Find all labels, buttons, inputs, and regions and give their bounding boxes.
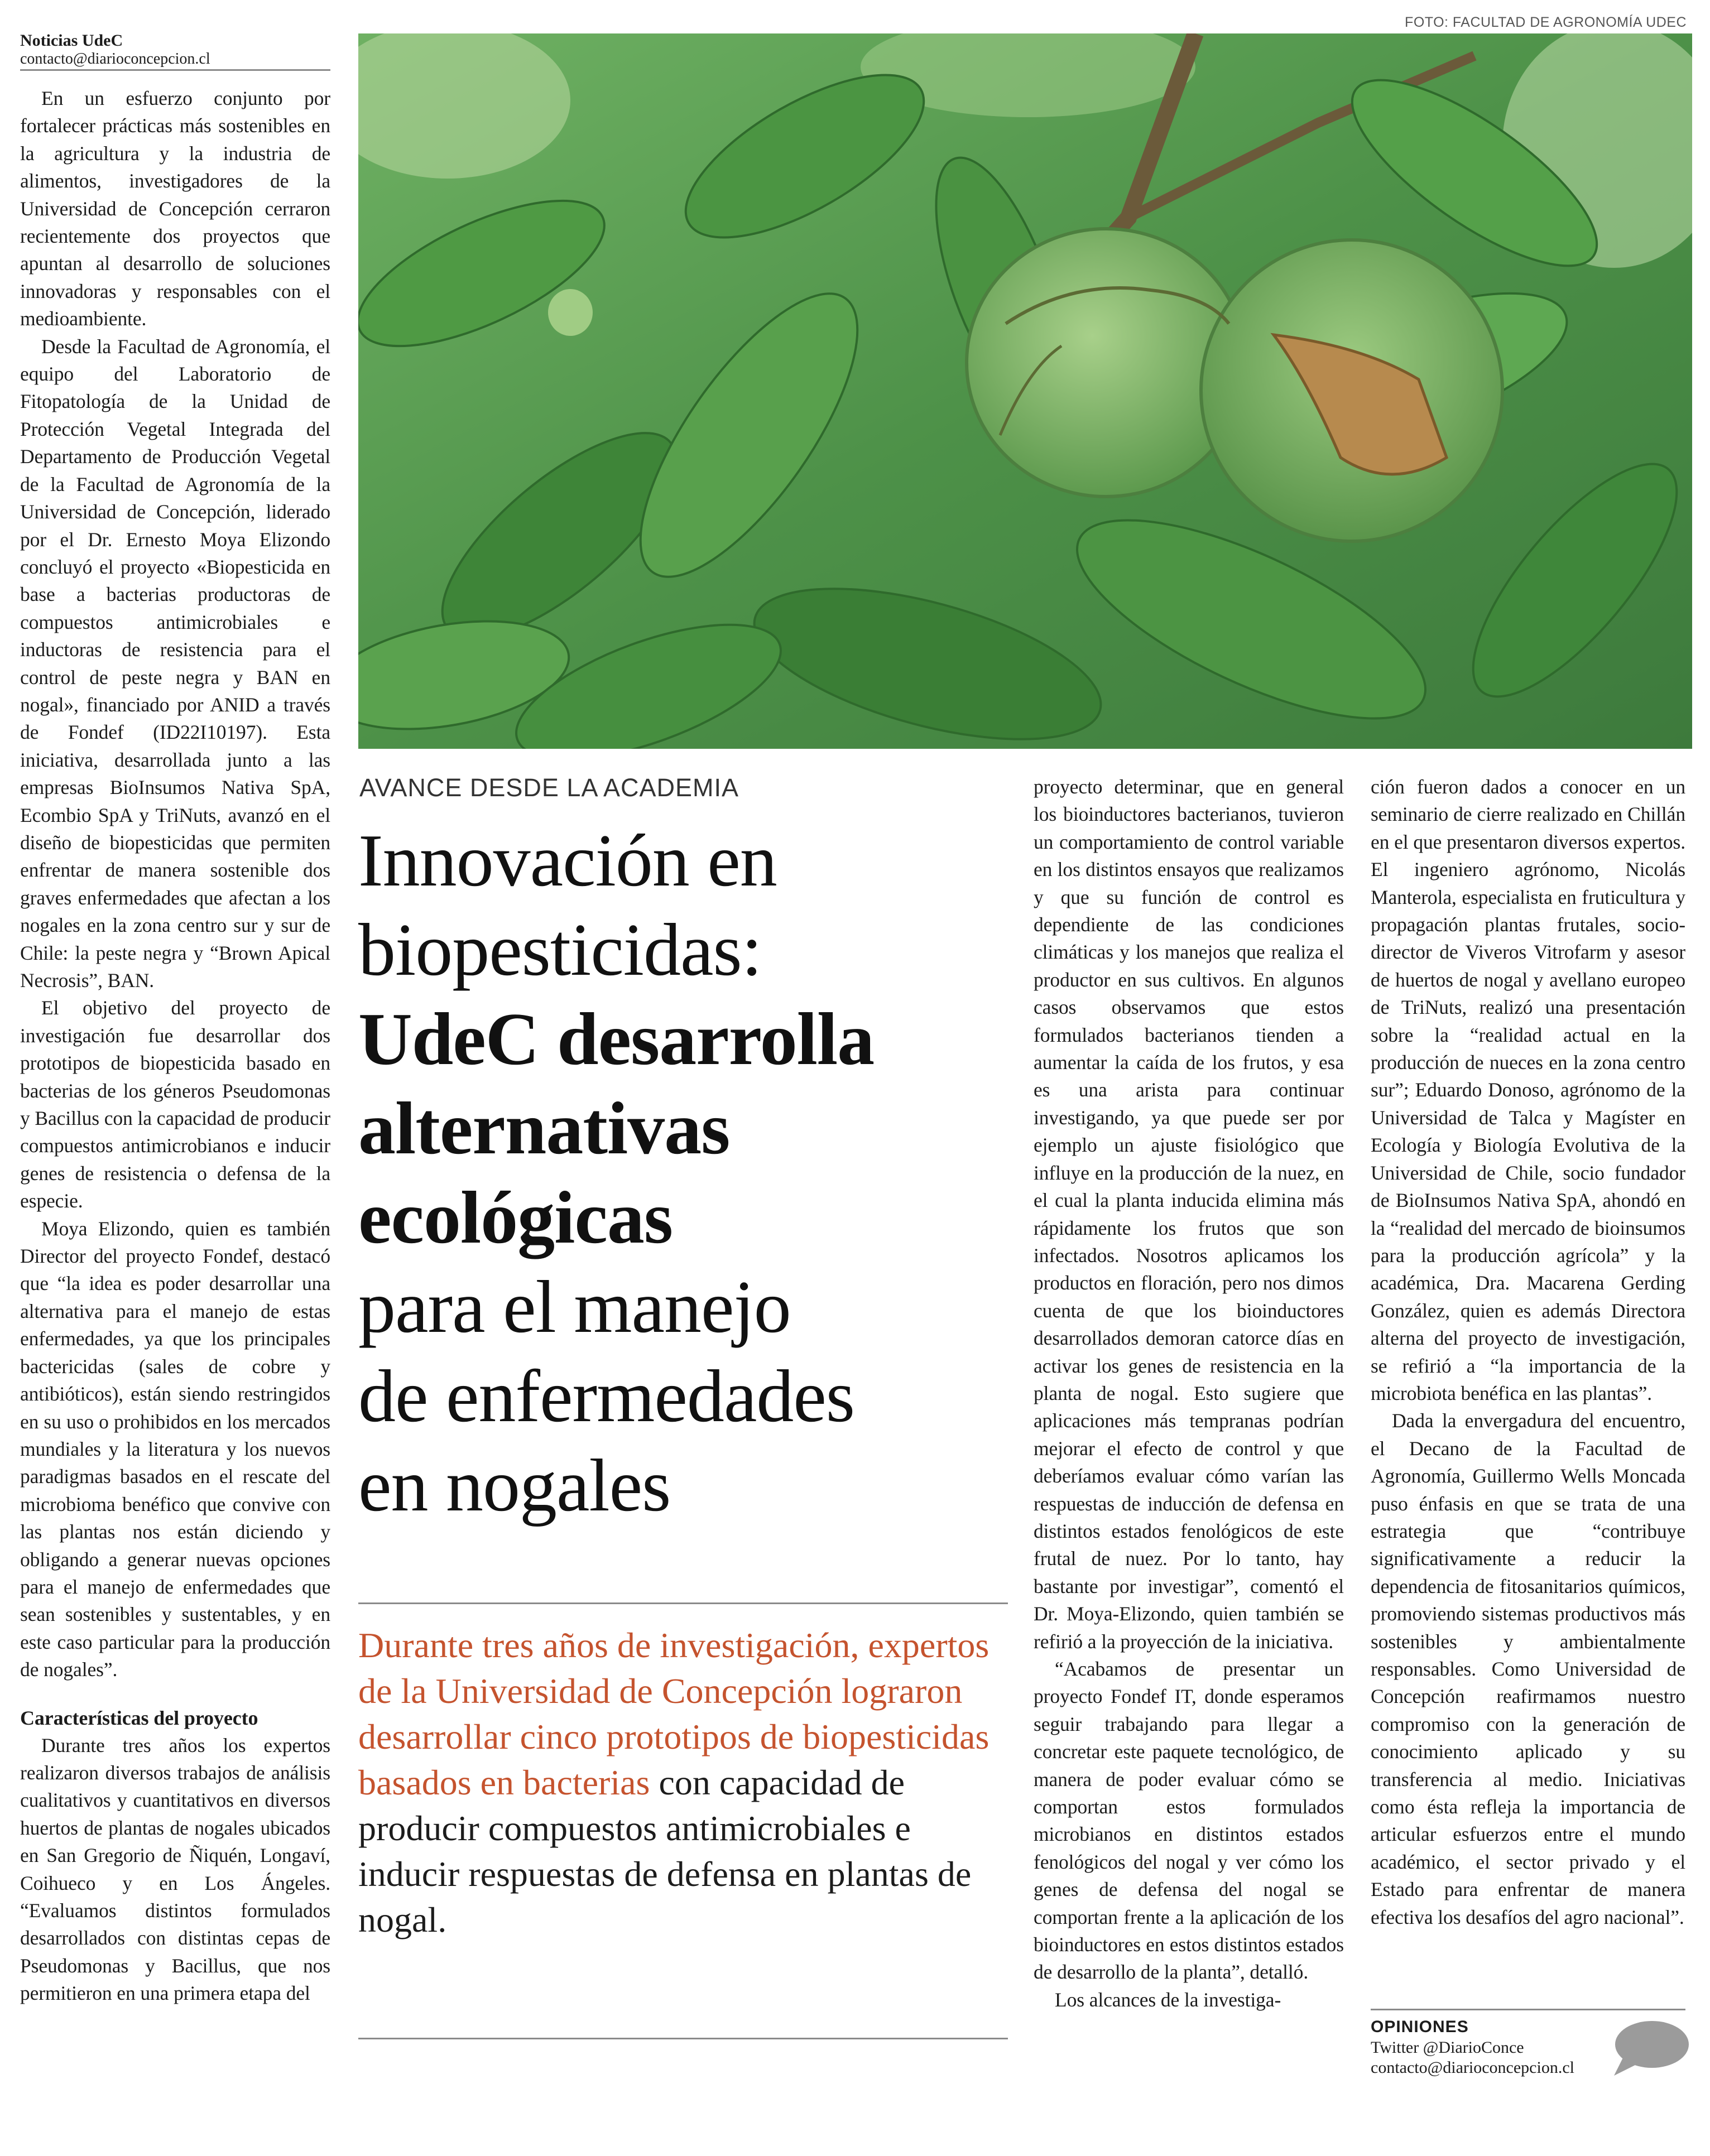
- headline-line: Innovación en: [358, 819, 777, 902]
- headline-line: de enfermedades: [358, 1355, 854, 1437]
- opinions-title: OPINIONES: [1371, 2018, 1469, 2036]
- deck-divider-top: [358, 1602, 1008, 1604]
- paragraph: El objetivo del proyecto de investigación fue desarrollar dos prototipos de biopesticida basado en bacterias de los géneros Pseudomonas y Bacillus con la capacidad de producir compuestos antimicrobianos e inducir genes de resistencia o defensa de la especie.: [20, 997, 330, 1212]
- deck-text: con capacidad de producir compuestos antimicrobiales e inducir respuestas de defensa en plantas de nogal.: [358, 1763, 972, 1940]
- headline-line: alternativas: [358, 1087, 730, 1170]
- paragraph: Dada la envergadura del encuentro, el Decano de la Facultad de Agronomía, Guillermo Wells Moncada puso énfasis en que se trata de una estrategia que “contribuye significativamente a reducir la dependencia de fitosanitarios químicos, promoviendo sistemas productivos más sostenibles y ambientalmente responsables. Como Universidad de Concepción reafirmamos nuestro compromiso con la generación de conocimiento aplicado y su transferencia al medio. Iniciativas como ésta refleja la importancia de articular esfuerzos entre el mundo académico, el sector privado y el Estado para enfrentar de manera efectiva los desafíos del agro nacional”.: [1371, 1409, 1685, 1928]
- paragraph: ción fueron dados a conocer en un seminario de cierre realizado en Chillán en el que presentaron diversos expertos. El ingeniero agrónomo, Nicolás Manterola, especialista en fruticultura y propagación plantas frutales, socio-director de Viveros Vitrofarm y asesor de huertos de nogal y avellano europeo de TriNuts, realizó una presentación sobre la “realidad actual en la producción de nueces en la zona centro sur”; Eduardo Donoso, agrónomo de la Universidad de Talca y Magíster en Ecología y Biología Evolutiva de la Universidad de Chile, socio fundador de BioInsumos Nativa SpA, ahondó en la “realidad del mercado de bioinsumos para la producción agrícola” y la académica, Dra. Macarena Gerding González, quien es además Directora alterna del proyecto de investigación, se refirió a “la importancia de la microbiota benéfica en las plantas”.: [1371, 776, 1685, 1404]
- kicker: AVANCE DESDE LA ACADEMIA: [359, 773, 739, 802]
- opinions-email[interactable]: contacto@diarioconcepcion.cl: [1371, 2058, 1574, 2077]
- article-column-1: [20, 85, 330, 2149]
- deck-summary: [358, 1623, 1008, 1943]
- article-column-4: [1371, 773, 1685, 2034]
- speech-bubble-icon: [1612, 2019, 1690, 2078]
- photo-credit: FOTO: FACULTAD DE AGRONOMÍA UDEC: [1405, 15, 1687, 30]
- walnut-photo-illustration: [358, 33, 1692, 749]
- article-column-3: [1034, 773, 1344, 2152]
- paragraph: En un esfuerzo conjunto por fortalecer prácticas más sostenibles en la agricultura y la industria de alimentos, investigadores de la Universidad de Concepción cerraron recientemente dos proyectos que apuntan al desarrollo de soluciones innovadoras y responsables con el medioambiente.: [20, 87, 330, 330]
- section-subheading: Características del proyecto: [20, 1706, 258, 1729]
- paragraph: Durante tres años los expertos realizaron diversos trabajos de análisis cualitativos y cuantitativos en diversos huertos de plantas de nogales ubicados en San Gregorio de Ñiquén, Longaví, Coihueco y en Los Ángeles. “Evaluamos distintos formulados desarrollados con distintas cepas de Pseudomonas y Bacillus, que nos permitieron en una primera etapa del: [20, 1734, 330, 2005]
- walnut-photo: [358, 33, 1692, 749]
- byline-divider: [20, 69, 330, 71]
- headline-line: ecológicas: [358, 1176, 673, 1259]
- paragraph: proyecto determinar, que en general los bioinductores bacterianos, tuvieron un comportamiento de control variable en los distintos ensayos que realizamos y que su función de control es dependiente de las condiciones climáticas y los manejos que realiza el productor en sus cultivos. En algunos casos observamos que estos formulados bacterianos tienden a aumentar la caída de los frutos, y esa es una arista para continuar investigando, ya que puede ser por ejemplo un ajuste fisiológico que influye en la producción de la nuez, en el cual la planta inducida elimina más rápidamente los frutos que son infectados. Nosotros aplicamos los productos en floración, pero nos dimos cuenta de que los bioinductores desarrollados demoran catorce días en activar los genes de resistencia en la planta de nogal. Esto sugiere que aplicaciones más tempranas podrían mejorar el efecto de control y que deberíamos evaluar cómo varían las respuestas de inducción de defensa en distintos estados fenológicos de este frutal de nuez. Por lo tanto, hay bastante por investigar”, comentó el Dr. Moya-Elizondo, quien también se refirió a la proyección de la iniciativa.: [1034, 776, 1344, 1653]
- paragraph: Moya Elizondo, quien es también Director del proyecto Fondef, destacó que “la idea es poder desarrollar una alternativa para el manejo de estas enfermedades, ya que los principales bactericidas (sales de cobre y antibióticos), están siendo restringidos en su uso o prohibidos en los mercados mundiales y la literatura y los nuevos paradigmas basados en el rescate del microbioma benéfico que convive con las plantas nos están diciendo y obligando a generar nuevas opciones para el manejo de enfermedades que sean sostenibles y sustentables, y en este caso particular para la producción de nogales”.: [20, 1217, 330, 1681]
- opinions-box: [1371, 2017, 1594, 2078]
- headline-line: para el manejo: [358, 1265, 791, 1348]
- headline-line: en nogales: [358, 1444, 671, 1527]
- byline-email[interactable]: contacto@diarioconcepcion.cl: [20, 50, 210, 68]
- paragraph: “Acabamos de presentar un proyecto Fondef IT, donde esperamos seguir trabajando para llegar a concretar este paquete tecnológico, de manera de poder evaluar cómo se comportan estos formulados microbianos en distintos estados fenológicos del nogal y ver cómo los genes de defensa del nogal se comportan frente a la aplicación de los bioinductores en estos distintos estados de desarrollo de la planta”, detalló.: [1034, 1658, 1344, 1984]
- headline: [358, 816, 1017, 1530]
- paragraph: Desde la Facultad de Agronomía, el equipo del Laboratorio de Fitopatología de la Unidad de Protección Vegetal Integrada del Departamento de Producción Vegetal de la Facultad de Agronomía de la Universidad de Concepción, liderado por el Dr. Ernesto Moya Elizondo concluyó el proyecto «Biopesticida en base a bacterias productoras de compuestos antimicrobiales e inductoras de resistencia para el control de peste negra y BAN en nogal», financiado por ANID a través de Fondef (ID22I10197). Esta iniciativa, desarrollada junto a las empresas BioInsumos Nativa SpA, Ecombio SpA y TriNuts, avanzó en el diseño de biopesticidas que permiten enfrentar de manera sostenible dos graves enfermedades que afectan a los nogales en la zona centro sur y sur de Chile: la peste negra y “Brown Apical Necrosis”, BAN.: [20, 335, 330, 992]
- headline-line: biopesticidas:: [358, 908, 762, 991]
- opinions-divider: [1371, 2009, 1685, 2010]
- headline-line: UdeC desarrolla: [358, 998, 875, 1080]
- opinions-twitter[interactable]: Twitter @DiarioConce: [1371, 2038, 1524, 2057]
- deck-accent-text: Durante tres años de investigación, expertos de la Universidad de Concepción lograron desarrollar cinco prototipos de biopesticidas basados en bacterias: [358, 1625, 990, 1802]
- byline-name: Noticias UdeC: [20, 31, 123, 50]
- deck-divider-bottom: [358, 2038, 1008, 2039]
- byline: [20, 31, 330, 68]
- paragraph: Los alcances de la investiga-: [1055, 1988, 1281, 2011]
